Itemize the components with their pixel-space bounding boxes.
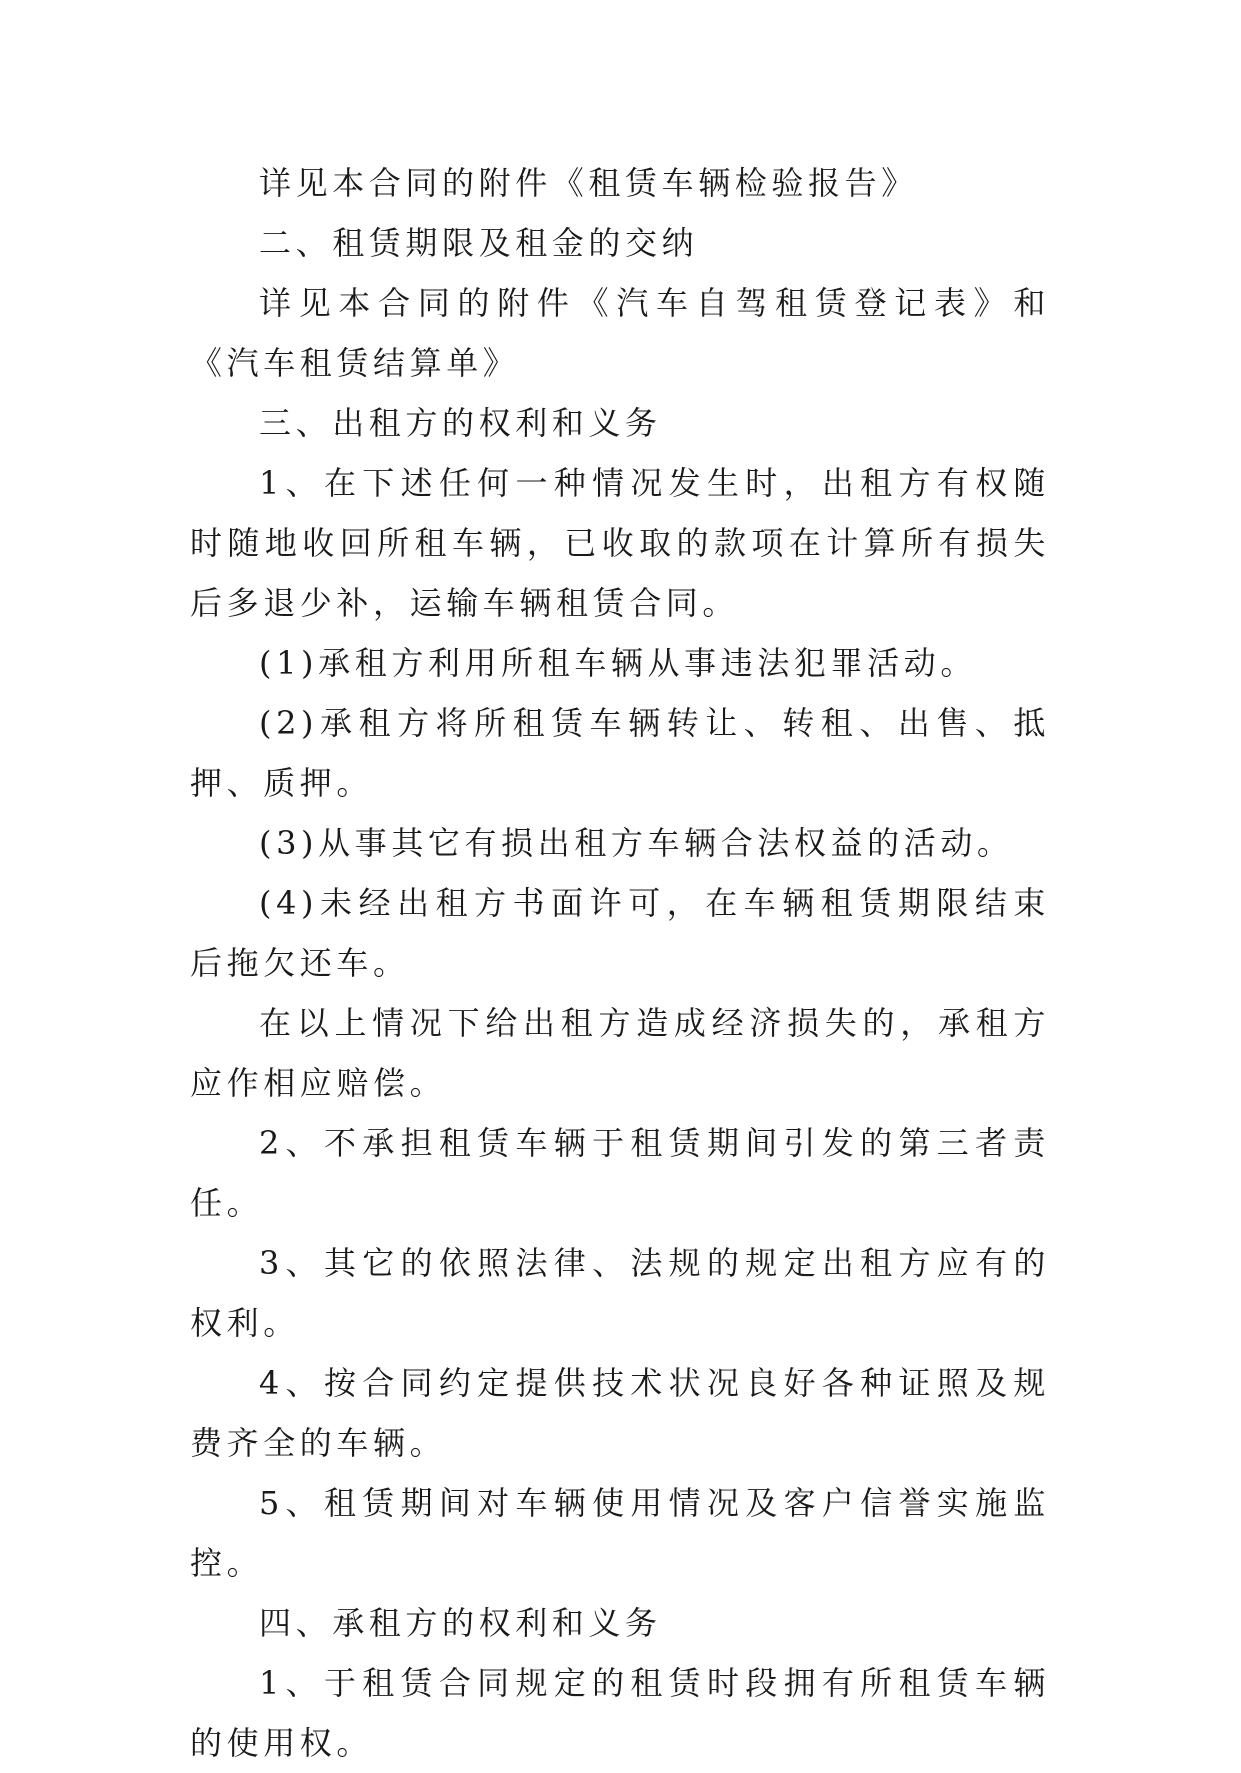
paragraph-condition-2: (2)承租方将所租赁车辆转让、转租、出售、抵押、质押。 bbox=[190, 704, 1050, 802]
paragraph-attachment-registration: 详见本合同的附件《汽车自驾租赁登记表》和《汽车租赁结算单》 bbox=[190, 284, 1050, 382]
paragraph-lessor-right-3: 3、其它的依照法律、法规的规定出租方应有的权利。 bbox=[190, 1244, 1050, 1342]
paragraph-lessor-right-2: 2、不承担租赁车辆于租赁期间引发的第三者责任。 bbox=[190, 1124, 1050, 1222]
paragraph-condition-1: (1)承租方利用所租车辆从事违法犯罪活动。 bbox=[259, 644, 977, 682]
document-body bbox=[190, 153, 1050, 1773]
paragraph-condition-3: (3)从事其它有损出租方车辆合法权益的活动。 bbox=[259, 824, 1014, 862]
heading-lessor-rights: 三、出租方的权利和义务 bbox=[259, 404, 662, 442]
paragraph-lessee-right-1: 1、于租赁合同规定的租赁时段拥有所租赁车辆的使用权。 bbox=[190, 1664, 1050, 1762]
heading-lessee-rights: 四、承租方的权利和义务 bbox=[259, 1604, 662, 1642]
paragraph-attachment-inspection: 详见本合同的附件《租赁车辆检验报告》 bbox=[259, 164, 918, 202]
paragraph-condition-4: (4)未经出租方书面许可，在车辆租赁期限结束后拖欠还车。 bbox=[190, 884, 1050, 982]
paragraph-lessor-right-4: 4、按合同约定提供技术状况良好各种证照及规费齐全的车辆。 bbox=[190, 1364, 1050, 1462]
paragraph-lessor-right-1: 1、在下述任何一种情况发生时，出租方有权随时随地收回所租车辆，已收取的款项在计算所有损失后多退少补，运输车辆租赁合同。 bbox=[190, 464, 1050, 622]
paragraph-lessor-right-5: 5、租赁期间对车辆使用情况及客户信誉实施监控。 bbox=[190, 1484, 1050, 1582]
paragraph-compensation: 在以上情况下给出租方造成经济损失的，承租方应作相应赔偿。 bbox=[190, 1004, 1050, 1102]
heading-lease-term-and-rent: 二、租赁期限及租金的交纳 bbox=[259, 224, 699, 262]
